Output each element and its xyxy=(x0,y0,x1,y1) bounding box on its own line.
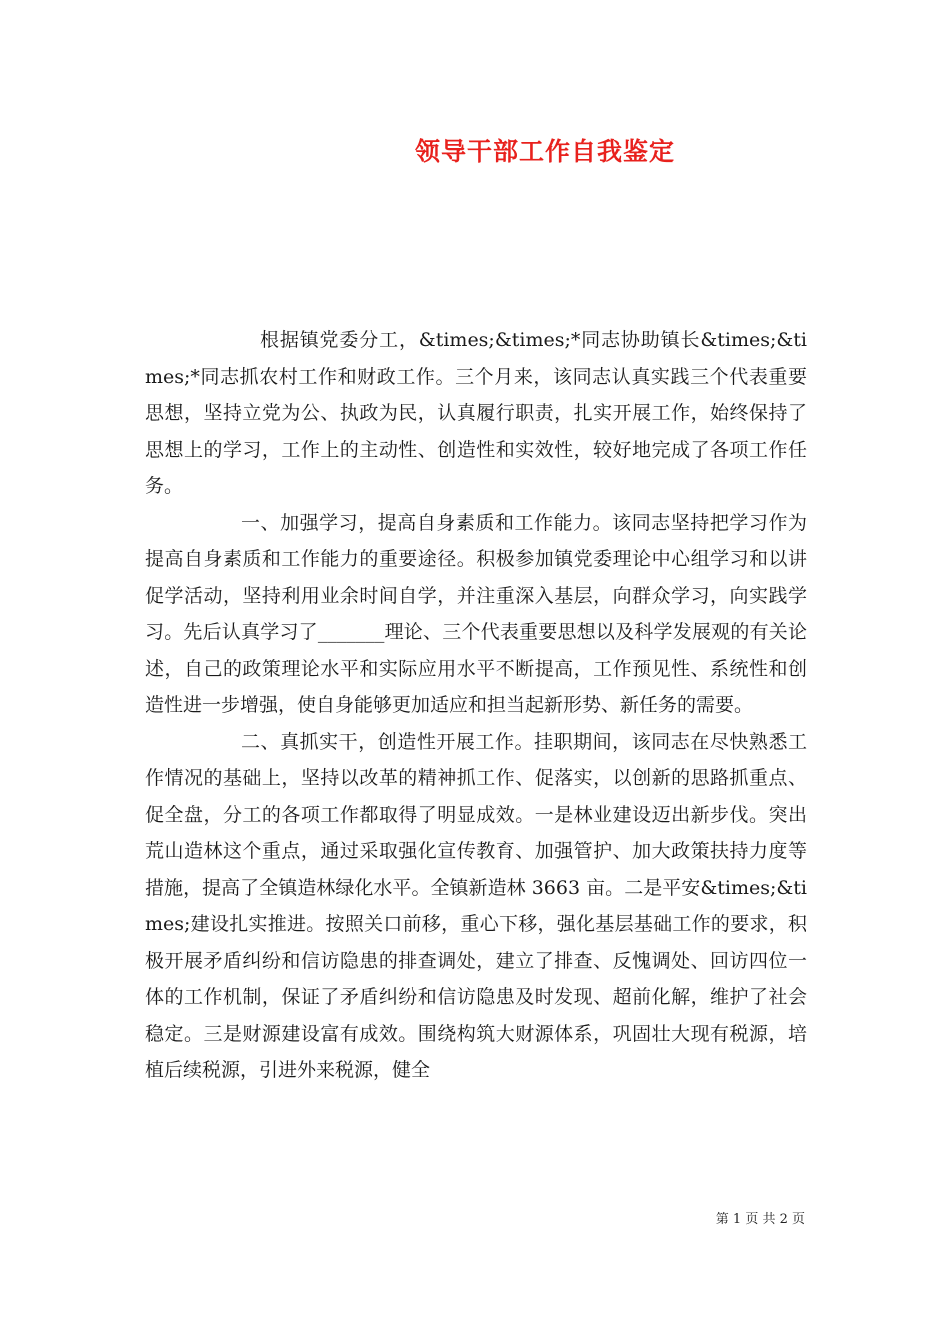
page-number-footer: 第 1 页 共 2 页 xyxy=(715,1212,805,1227)
paragraph-section-two: 二、真抓实干，创造性开展工作。挂职期间，该同志在尽快熟悉工作情况的基础上，坚持以改革的精神抓工作、促落实，以创新的思路抓重点、促全盘，分工的各项工作都取得了明显成效。一是林业建设迈出新步伐。突出荒山造林这个重点，通过采取强化宣传教育、加强管护、加大政策扶持力度等措施，提高了全镇造林绿化水平。全镇新造林 3663 亩。二是平安&times;&times;建设扎实推进。按照关口前移，重心下移，强化基层基础工作的要求，积极开展矛盾纠纷和信访隐患的排查调处，建立了排查、反愧调处、回访四位一体的工作机制，保证了矛盾纠纷和信访隐患及时发现、超前化解，维护了社会稳定。三是财源建设富有成效。围绕构筑大财源体系，巩固壮大现有税源，培植后续税源，引进外来税源，健全 xyxy=(145,730,807,1081)
paragraph-section-one: 一、加强学习，提高自身素质和工作能力。该同志坚持把学习作为提高自身素质和工作能力的重要途径。积极参加镇党委理论中心组学习和以讲促学活动，坚持利用业余时间自学，并注重深入基层，向群众学习，向实践学习。先后认真学习了_______理论、三个代表重要思想以及科学发展观的有关论述，自己的政策理论水平和实际应用水平不断提高，工作预见性、系统性和创造性进一步增强，使自身能够更加适应和担当起新形势、新任务的需要。 xyxy=(145,511,807,716)
document-body xyxy=(145,322,807,1089)
paragraph-intro: 根据镇党委分工，&times;&times;*同志协助镇长&times;&times;*同志抓农村工作和财政工作。三个月来，该同志认真实践三个代表重要思想，坚持立党为公、执政为民，认真履行职责，扎实开展工作，始终保持了思想上的学习，工作上的主动性、创造性和实效性，较好地完成了各项工作任务。 xyxy=(145,329,807,497)
document-title: 领导干部工作自我鉴定 xyxy=(414,137,675,166)
